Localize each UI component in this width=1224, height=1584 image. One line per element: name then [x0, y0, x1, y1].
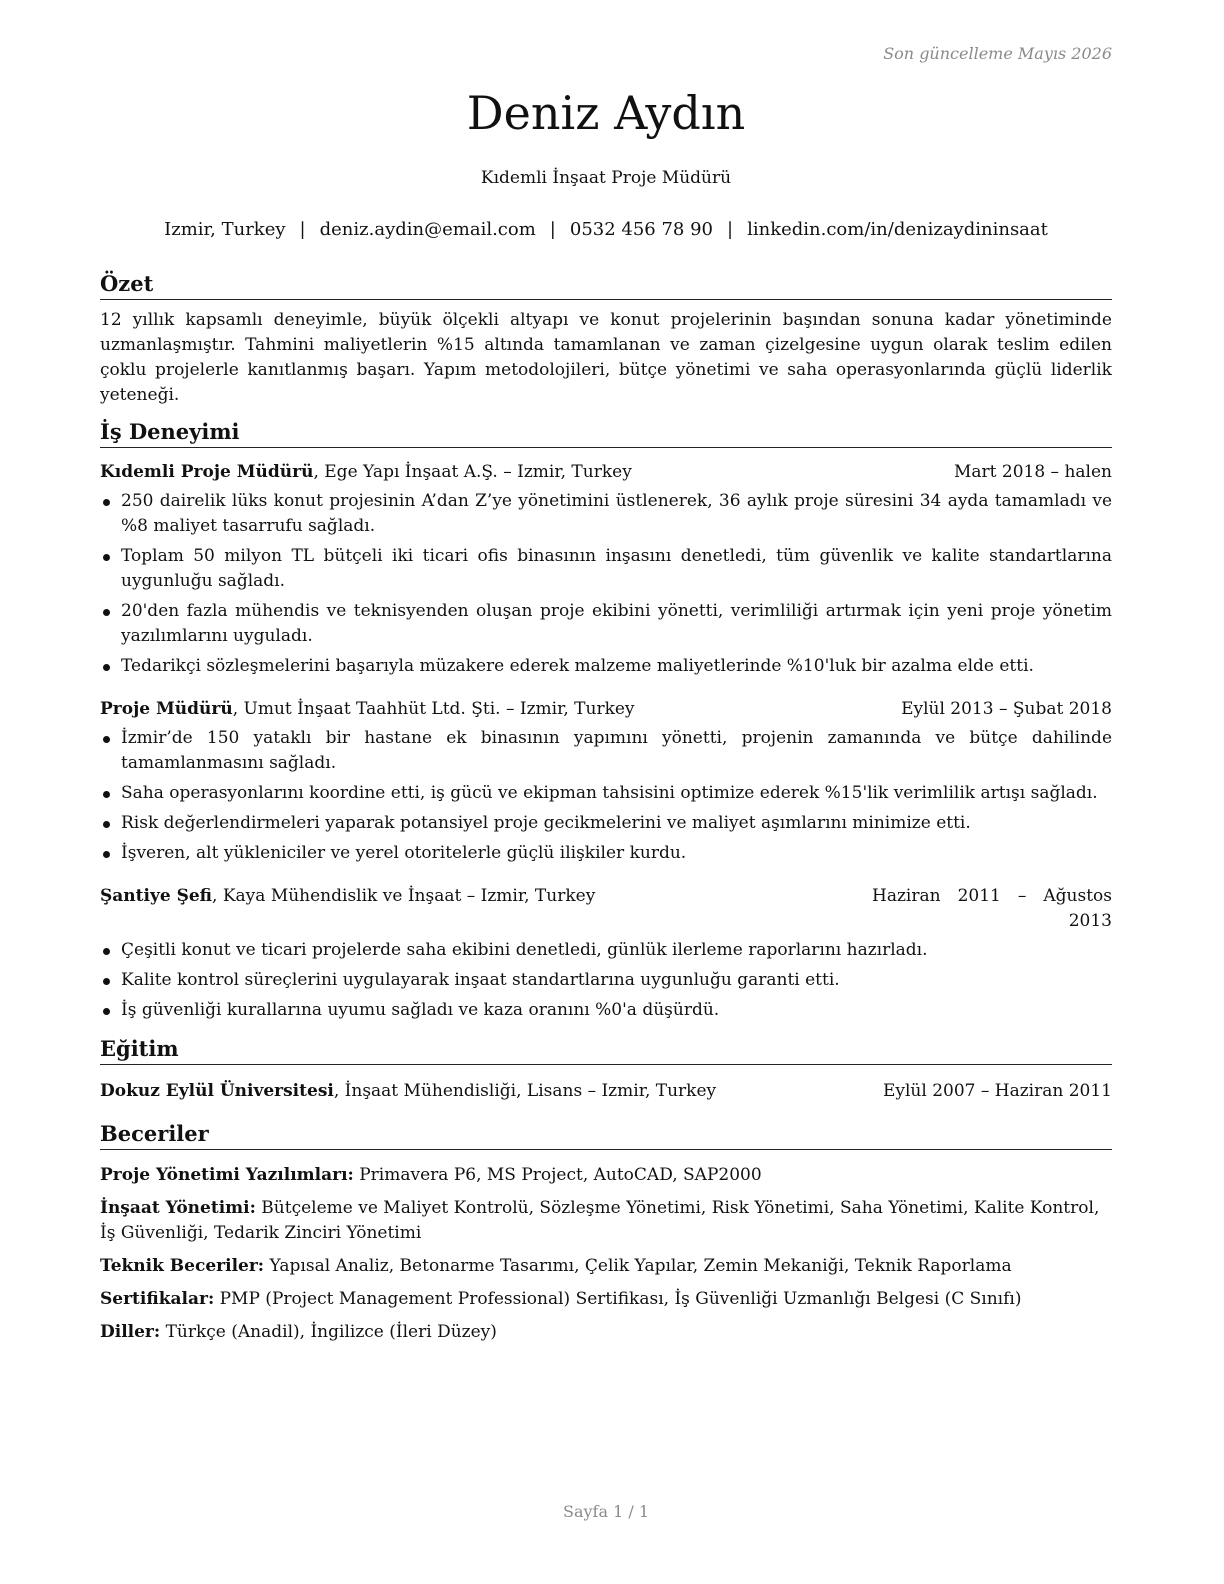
summary-text: 12 yıllık kapsamlı deneyimle, büyük ölçekli altyapı ve konut projelerinin başından sonuna kadar yönetiminde uzmanlaşmıştır. Tahmini maliyetlerin %15 altında tamamlanan ve zaman çizelgesine uygun olarak teslim edilen çoklu projelerle kanıtlanmış başarı. Yapım metodolojileri, bütçe yönetimi ve saha operasyonlarında güçlü liderlik yeteneği.: [100, 310, 1112, 405]
skill-label: Proje Yönetimi Yazılımları:: [100, 1165, 354, 1185]
skill-row: [100, 1320, 1112, 1345]
job-entry: [100, 884, 1112, 1023]
page-number: Sayfa 1 / 1: [562, 1502, 649, 1521]
education-details: , İnşaat Mühendisliği, Lisans – Izmir, Turkey: [333, 1081, 717, 1101]
resume-content: [100, 270, 1112, 1345]
section-heading-skills: Beceriler: [100, 1120, 1112, 1150]
job-dates: Mart 2018 – halen: [953, 462, 1112, 482]
job-header: [100, 884, 1112, 934]
skills-list: [100, 1163, 1112, 1345]
job-entry: [100, 460, 1112, 679]
section-heading-summary: Özet: [100, 270, 1112, 300]
job-header: [100, 697, 1112, 722]
skill-label: Diller:: [100, 1322, 161, 1342]
job-bullets: [100, 938, 1112, 1023]
skill-label: Sertifikalar:: [100, 1289, 215, 1309]
skill-value: PMP (Project Management Professional) Sertifikası, İş Güvenliği Uzmanlığı Belgesi (C Sınıfı): [214, 1289, 1022, 1309]
skill-label: İnşaat Yönetimi:: [100, 1198, 256, 1218]
job-bullet: Çeşitli konut ve ticari projelerde saha ekibini denetledi, günlük ilerleme raporlarını hazırladı.: [100, 938, 1112, 963]
job-role: Şantiye Şefi: [100, 886, 213, 906]
job-header: [100, 460, 1112, 485]
job-bullet: 250 dairelik lüks konut projesinin A’dan Z’ye yönetimini üstlenerek, 36 aylık proje süresini 34 ayda tamamladı ve %8 maliyet tasarrufu sağladı.: [100, 489, 1112, 539]
job-bullets: [100, 489, 1112, 679]
contact-location: Izmir, Turkey: [164, 219, 286, 240]
job-dates: Haziran 2011 – Ağustos 2013: [872, 886, 1112, 931]
education-dates: Eylül 2007 – Haziran 2011: [882, 1081, 1112, 1101]
job-bullet: Tedarikçi sözleşmelerini başarıyla müzakere ederek malzeme maliyetlerinde %10'luk bir azalma elde etti.: [100, 654, 1112, 679]
contact-line: [100, 219, 1112, 240]
resume-page: [100, 0, 1112, 1584]
job-role: Kıdemli Proje Müdürü: [100, 462, 314, 482]
last-updated-note: Son güncelleme Mayıs 2026: [883, 44, 1112, 63]
contact-separator: |: [727, 219, 734, 240]
candidate-name: Deniz Aydın: [466, 86, 746, 140]
skill-value: Yapısal Analiz, Betonarme Tasarımı, Çelik Yapılar, Zemin Mekaniği, Teknik Raporlama: [264, 1256, 1012, 1276]
skill-row: [100, 1163, 1112, 1188]
contact-separator: |: [299, 219, 306, 240]
job-dates: Eylül 2013 – Şubat 2018: [901, 699, 1112, 719]
section-heading-experience: İş Deneyimi: [100, 418, 1112, 448]
job-bullet: İşveren, alt yükleniciler ve yerel otoritelerle güçlü ilişkiler kurdu.: [100, 841, 1112, 866]
job-bullet: Saha operasyonlarını koordine etti, iş gücü ve ekipman tahsisini optimize ederek %15'lik verimlilik artışı sağladı.: [100, 781, 1112, 806]
job-bullet: Toplam 50 milyon TL bütçeli iki ticari ofis binasının inşasını denetledi, tüm güvenlik ve kalite standartlarına uygunluğu sağladı.: [100, 544, 1112, 594]
job-role: Proje Müdürü: [100, 699, 233, 719]
contact-linkedin[interactable]: linkedin.com/in/denizaydininsaat: [747, 219, 1048, 240]
skill-value: Türkçe (Anadil), İngilizce (İleri Düzey): [160, 1322, 497, 1342]
contact-email[interactable]: deniz.aydin@email.com: [319, 219, 536, 240]
job-bullets: [100, 726, 1112, 866]
skill-row: [100, 1196, 1112, 1246]
education-entry: [100, 1079, 1112, 1104]
skill-row: [100, 1254, 1112, 1279]
skill-row: [100, 1287, 1112, 1312]
skill-label: Teknik Beceriler:: [100, 1256, 265, 1276]
job-company: , Kaya Mühendislik ve İnşaat – Izmir, Turkey: [212, 886, 596, 906]
candidate-title: Kıdemli İnşaat Proje Müdürü: [480, 168, 732, 188]
job-bullet: İzmir’de 150 yataklı bir hastane ek binasının yapımını yönetti, projenin zamanında ve bütçe dahilinde tamamlanmasını sağladı.: [100, 726, 1112, 776]
job-bullet: İş güvenliği kurallarına uyumu sağladı ve kaza oranını %0'a düşürdü.: [100, 998, 1112, 1023]
skill-value: Bütçeleme ve Maliyet Kontrolü, Sözleşme Yönetimi, Risk Yönetimi, Saha Yönetimi, Kalite Kontrol, İş Güvenliği, Tedarik Zinciri Yönetimi: [100, 1198, 1100, 1243]
contact-separator: |: [549, 219, 556, 240]
job-bullet: 20'den fazla mühendis ve teknisyenden oluşan proje ekibini yönetti, verimliliği artırmak için yeni proje yönetim yazılımlarını uyguladı.: [100, 599, 1112, 649]
section-heading-education: Eğitim: [100, 1035, 1112, 1065]
job-company: , Ege Yapı İnşaat A.Ş. – Izmir, Turkey: [313, 462, 632, 482]
job-company: , Umut İnşaat Taahhüt Ltd. Şti. – Izmir, Turkey: [232, 699, 635, 719]
contact-phone: 0532 456 78 90: [569, 219, 714, 240]
skill-value: Primavera P6, MS Project, AutoCAD, SAP2000: [353, 1165, 762, 1185]
education-school: Dokuz Eylül Üniversitesi: [100, 1081, 334, 1101]
job-entry: [100, 697, 1112, 866]
job-bullet: Kalite kontrol süreçlerini uygulayarak inşaat standartlarına uygunluğu garanti etti.: [100, 968, 1112, 993]
job-bullet: Risk değerlendirmeleri yaparak potansiyel proje gecikmelerini ve maliyet aşımlarını minimize etti.: [100, 811, 1112, 836]
